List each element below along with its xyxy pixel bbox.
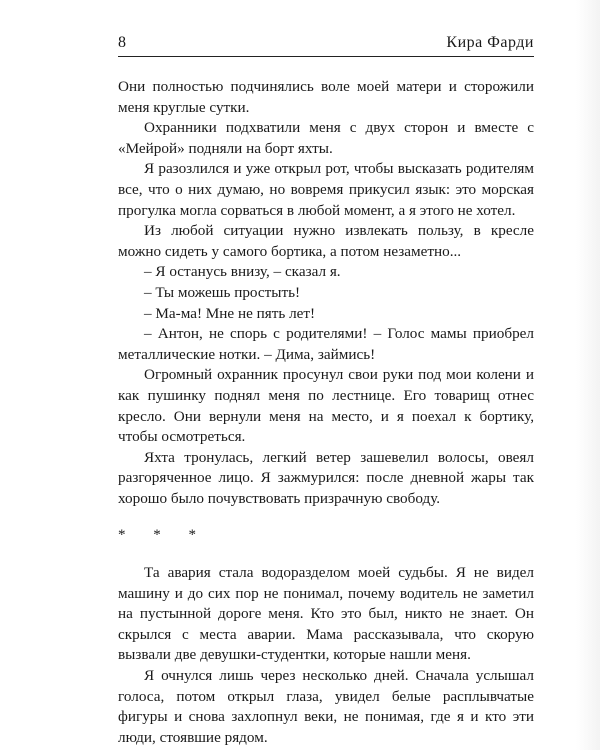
section-separator: * * * xyxy=(118,527,208,544)
paragraph: Та авария стала водоразделом моей судьбы. Я не видел машину и до сих пор не понимал, почему водитель не заметил на пустынной дороге меня. Кто это был, никто не знает. Он скрылся с места аварии. Мама рассказывала, что скорую вызвали две девушки-студентки, которые нашли меня. xyxy=(118,564,534,664)
page-header xyxy=(118,26,534,57)
paragraph: Яхта тронулась, легкий ветер зашевелил волосы, овеял разгоряченное лицо. Я зажмурился: после дневной жары так хорошо было почувствовать призрачную свободу. xyxy=(118,448,534,507)
dialogue-line: – Я останусь внизу, – сказал я. xyxy=(144,263,341,281)
dialogue-line: – Ма-ма! Мне не пять лет! xyxy=(144,304,316,322)
dialogue-line: – Ты можешь простыть! xyxy=(144,283,301,301)
paragraph: Огромный охранник просунул свои руки под мои колени и как пушинку поднял меня по лестнице. Его товарищ отнес кресло. Они вернули меня на место, и я поехал к бортику, чтобы осмотреться. xyxy=(118,366,534,446)
paragraph: Они полностью подчинялись воле моей матери и сторожили меня круглые сутки. xyxy=(118,78,534,116)
paragraph: Я очнулся лишь через несколько дней. Сначала услышал голоса, потом открыл глаза, увидел белые расплывчатые фигуры и снова захлопнул веки, не понимая, где я и кто эти люди, стоявшие рядом. xyxy=(118,667,534,746)
author-name: Кира Фарди xyxy=(446,34,534,51)
paragraph: Охранники подхватили меня с двух сторон и вместе с «Мейрой» подняли на борт яхты. xyxy=(118,119,534,157)
dialogue-line: – Антон, не спорь с родителями! – Голос мамы приобрел металлические нотки. – Дима, займись! xyxy=(118,325,534,363)
page-number: 8 xyxy=(118,34,126,51)
page-body xyxy=(118,77,534,748)
paragraph: Я разозлился и уже открыл рот, чтобы высказать родителям все, что о них думаю, но вовремя прикусил язык: это морская прогулка могла сорваться в любой момент, а я этого не хотел. xyxy=(118,160,534,219)
paragraph: Из любой ситуации нужно извлекать пользу, в кресле можно сидеть у самого бортика, а потом незаметно... xyxy=(118,222,534,260)
